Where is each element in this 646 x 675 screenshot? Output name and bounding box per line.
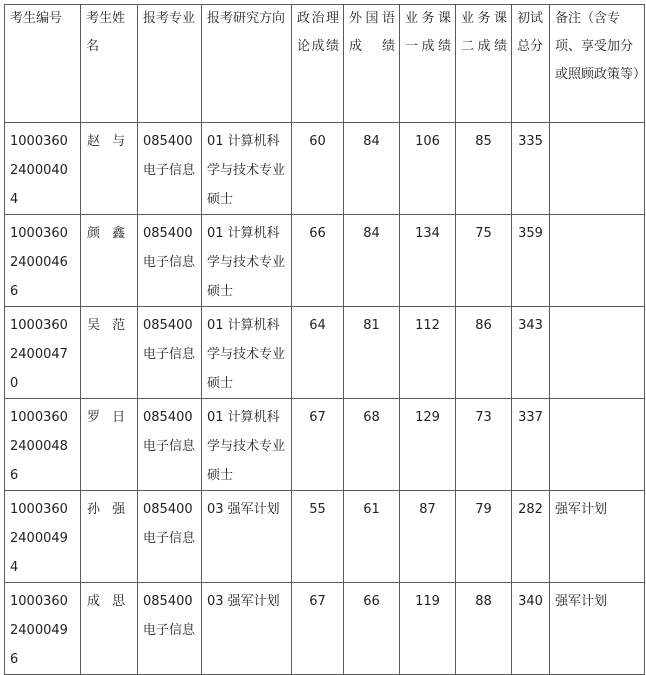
cell-language-score: 84 [344, 215, 400, 307]
header-cell-note: 备注（含专项、享受加分或照顾政策等） [550, 5, 645, 123]
cell-candidate-id: 100036024000494 [5, 491, 81, 583]
score-table [4, 4, 645, 675]
cell-direction: 03 强军计划 [202, 491, 292, 583]
cell-language-score: 66 [344, 583, 400, 675]
cell-candidate-id: 100036024000486 [5, 399, 81, 491]
cell-candidate-name: 赵 与 [81, 123, 138, 215]
cell-course1-score: 129 [400, 399, 456, 491]
cell-candidate-name: 颜 鑫 [81, 215, 138, 307]
cell-note [550, 123, 645, 215]
cell-major: 085400电子信息 [138, 583, 202, 675]
cell-course1-score: 112 [400, 307, 456, 399]
cell-candidate-id: 100036024000470 [5, 307, 81, 399]
cell-language-score: 84 [344, 123, 400, 215]
table-body [5, 123, 645, 675]
table-row [5, 399, 645, 491]
cell-politics-score: 60 [292, 123, 344, 215]
header-cell-course1: 业务课一成绩 [400, 5, 456, 123]
table-row [5, 215, 645, 307]
cell-note: 强军计划 [550, 583, 645, 675]
table-header-row [5, 5, 645, 123]
header-cell-politics: 政治理论成绩 [292, 5, 344, 123]
header-cell-course2: 业务课二成绩 [456, 5, 512, 123]
cell-course2-score: 75 [456, 215, 512, 307]
cell-candidate-name: 罗 日 [81, 399, 138, 491]
cell-candidate-id: 100036024000404 [5, 123, 81, 215]
cell-politics-score: 55 [292, 491, 344, 583]
cell-candidate-id: 100036024000466 [5, 215, 81, 307]
cell-note [550, 307, 645, 399]
cell-direction: 01 计算机科学与技术专业硕士 [202, 399, 292, 491]
cell-course2-score: 86 [456, 307, 512, 399]
cell-language-score: 61 [344, 491, 400, 583]
cell-total-score: 335 [512, 123, 550, 215]
cell-candidate-name: 孙 强 [81, 491, 138, 583]
cell-total-score: 343 [512, 307, 550, 399]
header-cell-id: 考生编号 [5, 5, 81, 123]
header-cell-direction: 报考研究方向 [202, 5, 292, 123]
cell-politics-score: 67 [292, 583, 344, 675]
cell-major: 085400电子信息 [138, 215, 202, 307]
cell-course2-score: 88 [456, 583, 512, 675]
cell-note [550, 215, 645, 307]
cell-major: 085400电子信息 [138, 399, 202, 491]
cell-direction: 01 计算机科学与技术专业硕士 [202, 123, 292, 215]
cell-language-score: 68 [344, 399, 400, 491]
cell-politics-score: 67 [292, 399, 344, 491]
cell-course2-score: 85 [456, 123, 512, 215]
cell-candidate-id: 100036024000496 [5, 583, 81, 675]
cell-total-score: 337 [512, 399, 550, 491]
cell-candidate-name: 吴 范 [81, 307, 138, 399]
table-row [5, 583, 645, 675]
cell-note: 强军计划 [550, 491, 645, 583]
cell-direction: 01 计算机科学与技术专业硕士 [202, 307, 292, 399]
cell-major: 085400电子信息 [138, 307, 202, 399]
header-cell-total: 初试总分 [512, 5, 550, 123]
cell-candidate-name: 成 思 [81, 583, 138, 675]
table-row [5, 491, 645, 583]
cell-major: 085400电子信息 [138, 123, 202, 215]
cell-total-score: 340 [512, 583, 550, 675]
cell-direction: 03 强军计划 [202, 583, 292, 675]
table-row [5, 307, 645, 399]
header-cell-language: 外国语成绩 [344, 5, 400, 123]
cell-direction: 01 计算机科学与技术专业硕士 [202, 215, 292, 307]
cell-course1-score: 87 [400, 491, 456, 583]
cell-course1-score: 106 [400, 123, 456, 215]
table-row [5, 123, 645, 215]
header-cell-name: 考生姓名 [81, 5, 138, 123]
cell-note [550, 399, 645, 491]
cell-course2-score: 73 [456, 399, 512, 491]
cell-major: 085400电子信息 [138, 491, 202, 583]
cell-course1-score: 119 [400, 583, 456, 675]
cell-politics-score: 64 [292, 307, 344, 399]
cell-total-score: 282 [512, 491, 550, 583]
cell-total-score: 359 [512, 215, 550, 307]
cell-course2-score: 79 [456, 491, 512, 583]
cell-politics-score: 66 [292, 215, 344, 307]
header-cell-major: 报考专业 [138, 5, 202, 123]
cell-language-score: 81 [344, 307, 400, 399]
cell-course1-score: 134 [400, 215, 456, 307]
